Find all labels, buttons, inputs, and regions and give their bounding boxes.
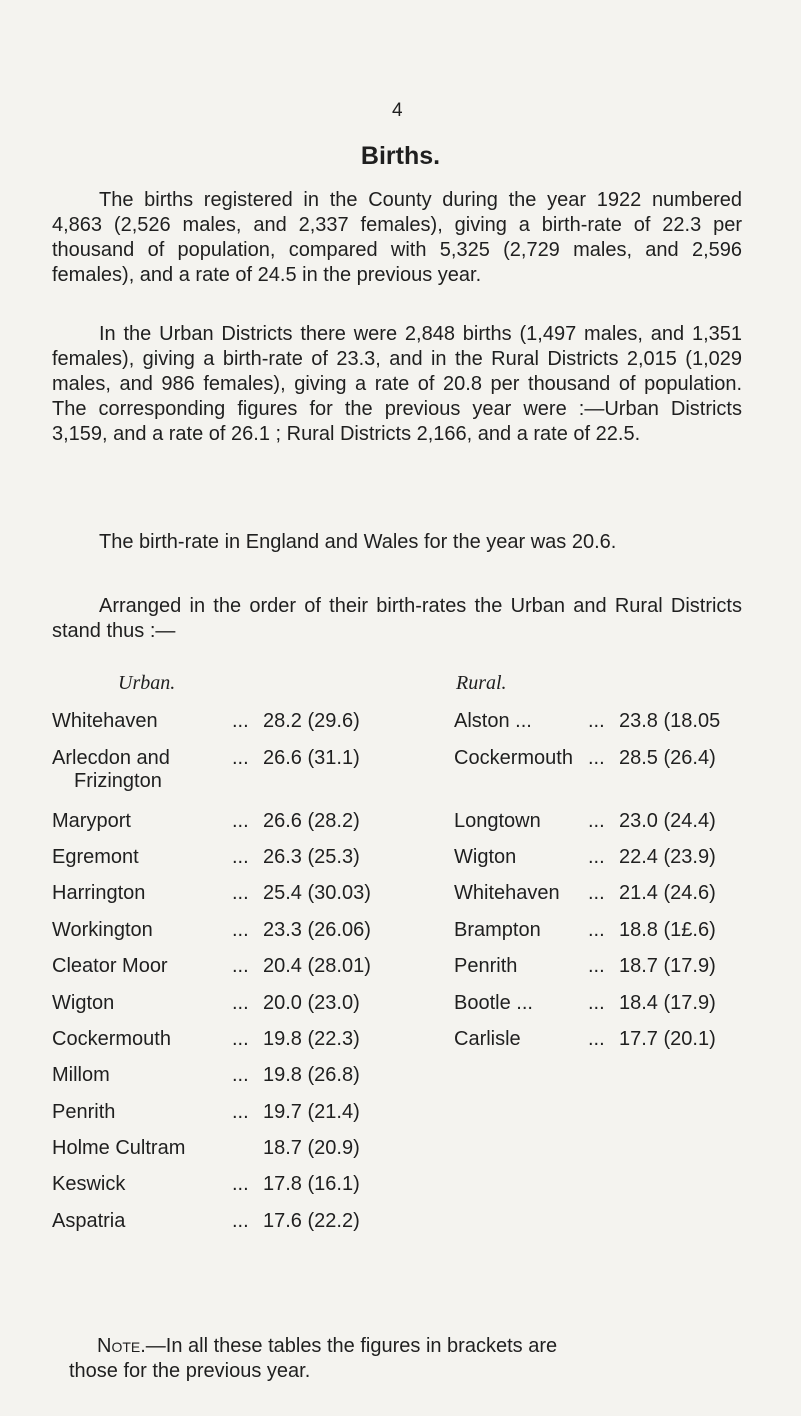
district-name: Arlecdon and [52,747,170,769]
birth-rate: 21.4 (24.6) [619,882,716,904]
rural-heading: Rural. [456,672,507,694]
birth-rate: 17.7 (20.1) [619,1028,716,1050]
leader-dots: ... [588,710,605,732]
district-name: Bootle ... [454,992,533,1014]
district-name: Wigton [454,846,517,868]
birth-rate: 22.4 (23.9) [619,846,716,868]
birth-rate: 26.3 (25.3) [263,846,360,868]
urban-heading: Urban. [118,672,176,694]
birth-rate: 19.7 (21.4) [263,1101,360,1123]
district-name: Holme Cultram [52,1137,186,1159]
leader-dots: ... [232,1028,249,1050]
district-name: Alston ... [454,710,532,732]
birth-rate: 23.0 (24.4) [619,810,716,832]
page-number: 4 [392,100,403,121]
page-title: Births. [360,142,441,170]
district-name: Cockermouth [454,747,573,769]
birth-rate: 19.8 (22.3) [263,1028,360,1050]
birth-rate: 25.4 (30.03) [263,882,371,904]
district-name: Maryport [52,810,131,832]
footnote [69,1334,757,1384]
district-name: Longtown [454,810,541,832]
birth-rate: 17.6 (22.2) [263,1210,360,1232]
district-name: Egremont [52,846,139,868]
leader-dots: ... [588,846,605,868]
leader-dots: ... [588,919,605,941]
footnote-text-line2: those for the previous year. [69,1360,311,1382]
district-name: Carlisle [454,1028,521,1050]
birth-rate: 20.4 (28.01) [263,955,371,977]
birth-rate: 26.6 (31.1) [263,747,360,769]
birth-rate: 17.8 (16.1) [263,1173,360,1195]
leader-dots: ... [232,747,249,769]
district-name: Harrington [52,882,146,904]
leader-dots: ... [588,992,605,1014]
birth-rate: 28.2 (29.6) [263,710,360,732]
district-name: Keswick [52,1173,126,1195]
birth-rate: 23.3 (26.06) [263,919,371,941]
district-name: Penrith [454,955,518,977]
birth-rate: 23.8 (18.05 [619,710,721,732]
birth-rate: 18.7 (20.9) [263,1137,360,1159]
birth-rate: 28.5 (26.4) [619,747,716,769]
district-name: Aspatria [52,1210,126,1232]
leader-dots: ... [232,955,249,977]
district-name: Workington [52,919,153,941]
leader-dots: ... [232,710,249,732]
footnote-label: Note. [97,1335,146,1357]
district-name: Penrith [52,1101,116,1123]
leader-dots: ... [232,1173,249,1195]
leader-dots: ... [588,955,605,977]
leader-dots: ... [588,882,605,904]
leader-dots: ... [232,846,249,868]
district-name: Millom [52,1064,110,1086]
leader-dots: ... [232,1064,249,1086]
birth-rate: 26.6 (28.2) [263,810,360,832]
district-name: Wigton [52,992,115,1014]
birth-rate: 18.7 (17.9) [619,955,716,977]
leader-dots: ... [232,1210,249,1232]
paragraph-births-districts: In the Urban Districts there were 2,848 births (1,497 males, and 1,351 females), giving a birth-rate of 23.3, and in the Rural Districts 2,015 (1,029 males, and 986 females), giving a rate of 20.8 per thousand of population. The corresponding figures for the previous year were :—Urban Districts 3,159, and a rate of 26.1 ; Rural Districts 2,166, and a rate of 22.5. [52,323,742,445]
footnote-text: —In all these tables the figures in brackets are [145,1335,558,1357]
leader-dots: ... [232,1101,249,1123]
district-name: Whitehaven [52,710,158,732]
leader-dots: ... [232,882,249,904]
birth-rate: 20.0 (23.0) [263,992,360,1014]
birth-rate: 18.4 (17.9) [619,992,716,1014]
leader-dots: ... [232,919,249,941]
birth-rate: 18.8 (1£.6) [619,919,716,941]
district-name: Whitehaven [454,882,560,904]
district-name-line2: Frizington [74,770,162,792]
leader-dots: ... [232,810,249,832]
leader-dots: ... [588,1028,605,1050]
leader-dots: ... [588,810,605,832]
district-name: Cockermouth [52,1028,171,1050]
birth-rate: 19.8 (26.8) [263,1064,360,1086]
paragraph-arranged: Arranged in the order of their birth-rates the Urban and Rural Districts stand thus :— [52,595,742,642]
paragraph-england-wales: The birth-rate in England and Wales for the year was 20.6. [99,531,617,553]
leader-dots: ... [588,747,605,769]
leader-dots: ... [232,992,249,1014]
district-name: Brampton [454,919,541,941]
paragraph-births-county: The births registered in the County during the year 1922 numbered 4,863 (2,526 males, and 2,337 females), giving a birth-rate of 22.3 per thousand of population, compared with 5,325 (2,729 males, and 2,596 females), and a rate of 24.5 in the previous year. [52,189,742,286]
district-name: Cleator Moor [52,955,168,977]
